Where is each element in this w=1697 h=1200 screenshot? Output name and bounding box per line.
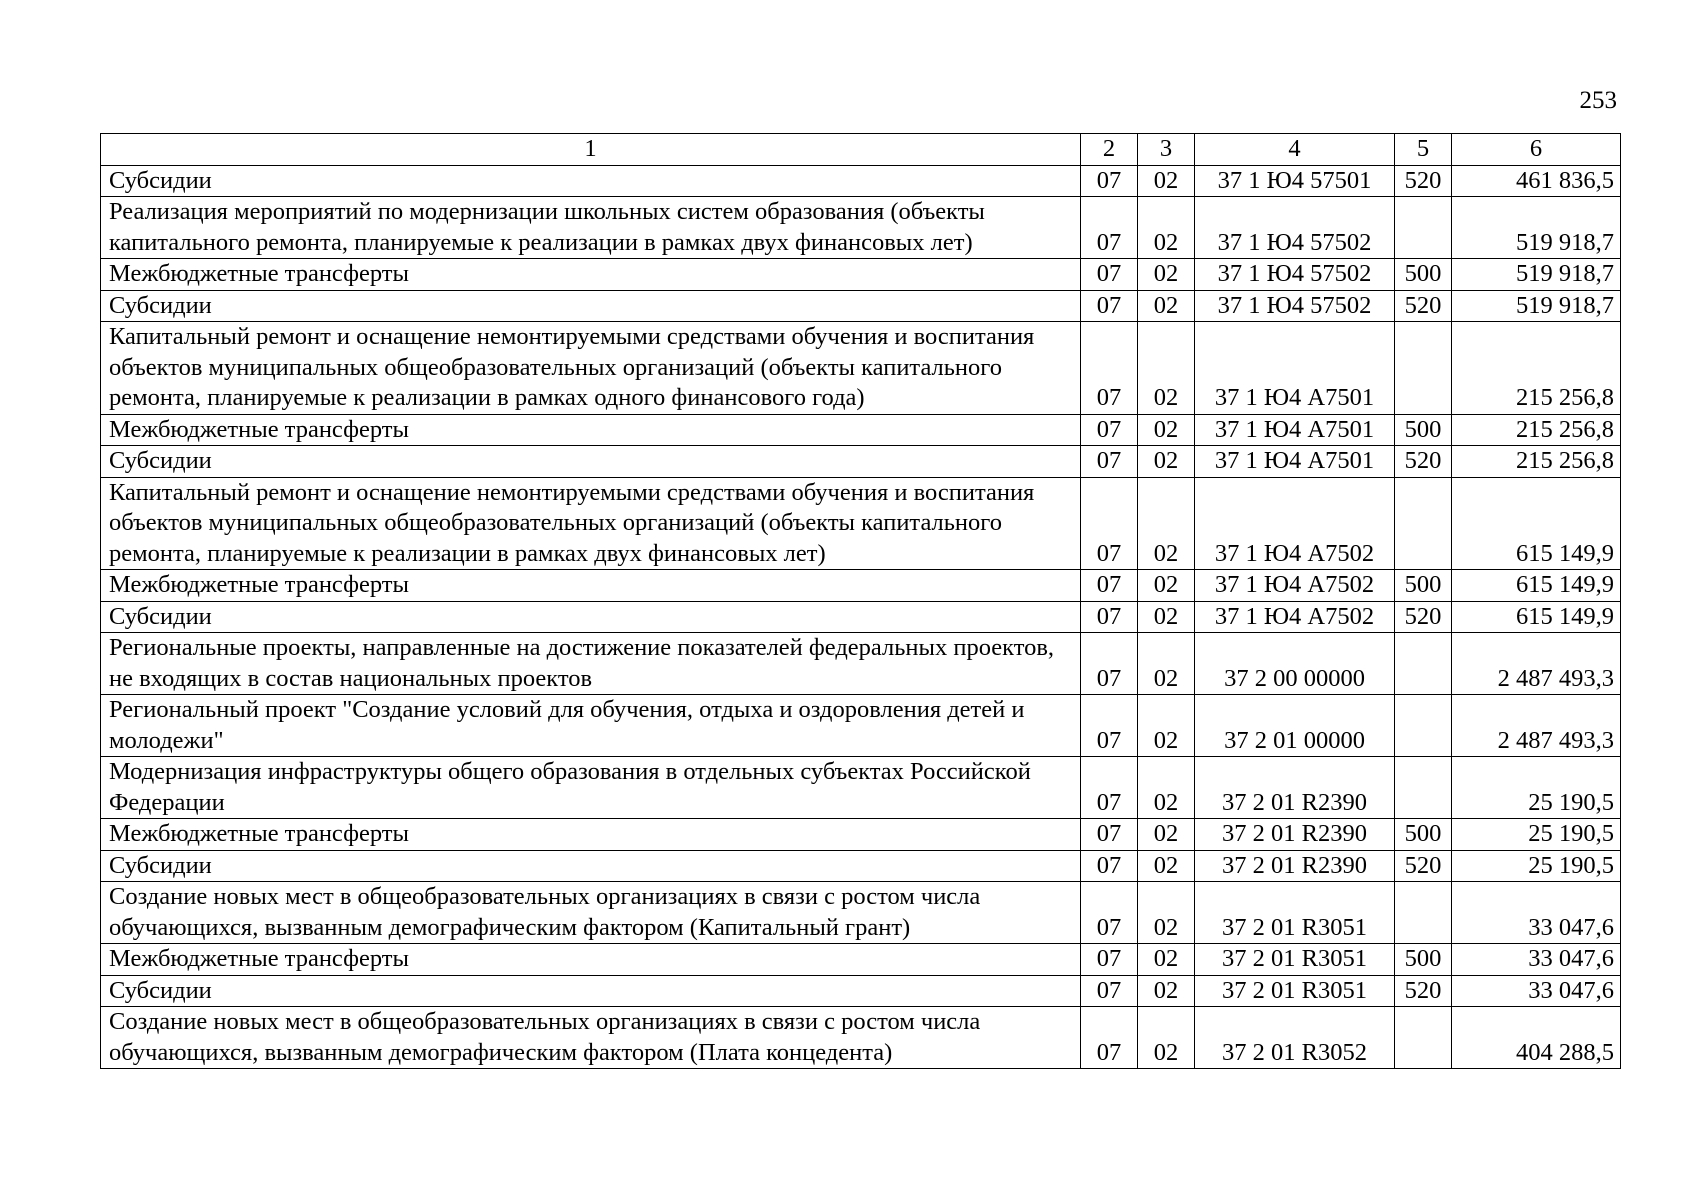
row-name: Субсидии <box>101 446 1081 478</box>
row-subsection: 02 <box>1138 601 1195 633</box>
row-name: Субсидии <box>101 290 1081 322</box>
row-expense-type <box>1395 197 1452 259</box>
row-expense-type: 500 <box>1395 570 1452 602</box>
table-row <box>101 570 1621 602</box>
table-row <box>101 322 1621 415</box>
row-amount: 615 149,9 <box>1452 477 1621 570</box>
row-expense-type: 520 <box>1395 601 1452 633</box>
row-section: 07 <box>1081 633 1138 695</box>
row-expense-type: 500 <box>1395 819 1452 851</box>
row-target-code: 37 1 Ю4 А7501 <box>1195 446 1395 478</box>
table-row <box>101 850 1621 882</box>
table-row <box>101 259 1621 291</box>
row-expense-type: 500 <box>1395 259 1452 291</box>
row-subsection: 02 <box>1138 570 1195 602</box>
table-row <box>101 975 1621 1007</box>
table-row <box>101 477 1621 570</box>
row-name: Региональный проект "Создание условий для обучения, отдыха и оздоровления детей и молодежи" <box>101 695 1081 757</box>
row-amount: 404 288,5 <box>1452 1007 1621 1069</box>
row-section: 07 <box>1081 259 1138 291</box>
row-name: Модернизация инфраструктуры общего образования в отдельных субъектах Российской Федерации <box>101 757 1081 819</box>
row-name: Создание новых мест в общеобразовательных организациях в связи с ростом числа обучающихся, вызванным демографическим фактором (Капитальный грант) <box>101 882 1081 944</box>
row-section: 07 <box>1081 882 1138 944</box>
row-subsection: 02 <box>1138 819 1195 851</box>
row-subsection: 02 <box>1138 944 1195 976</box>
row-expense-type <box>1395 1007 1452 1069</box>
row-expense-type <box>1395 322 1452 415</box>
row-section: 07 <box>1081 477 1138 570</box>
table-row <box>101 290 1621 322</box>
table-header-row <box>101 134 1621 166</box>
page-number: 253 <box>1579 87 1617 114</box>
row-expense-type <box>1395 695 1452 757</box>
row-section: 07 <box>1081 446 1138 478</box>
table-row <box>101 414 1621 446</box>
row-subsection: 02 <box>1138 165 1195 197</box>
row-subsection: 02 <box>1138 259 1195 291</box>
row-target-code: 37 1 Ю4 А7502 <box>1195 601 1395 633</box>
row-name: Реализация мероприятий по модернизации школьных систем образования (объекты капитального ремонта, планируемые к реализации в рамках двух финансовых лет) <box>101 197 1081 259</box>
row-target-code: 37 2 01 R2390 <box>1195 757 1395 819</box>
row-amount: 33 047,6 <box>1452 882 1621 944</box>
row-name: Межбюджетные трансферты <box>101 570 1081 602</box>
header-col-6: 6 <box>1452 134 1621 166</box>
table-row <box>101 695 1621 757</box>
row-name: Субсидии <box>101 165 1081 197</box>
table-row <box>101 1007 1621 1069</box>
budget-table <box>100 133 1621 1069</box>
row-name: Капитальный ремонт и оснащение немонтируемыми средствами обучения и воспитания объектов муниципальных общеобразовательных организаций (объекты капитального ремонта, планируемые к реализации в рамках одного финансового года) <box>101 322 1081 415</box>
row-target-code: 37 1 Ю4 А7502 <box>1195 477 1395 570</box>
row-amount: 461 836,5 <box>1452 165 1621 197</box>
row-target-code: 37 1 Ю4 57502 <box>1195 197 1395 259</box>
row-section: 07 <box>1081 1007 1138 1069</box>
table-row <box>101 446 1621 478</box>
row-amount: 519 918,7 <box>1452 197 1621 259</box>
row-target-code: 37 2 01 R2390 <box>1195 819 1395 851</box>
row-target-code: 37 2 01 R3051 <box>1195 882 1395 944</box>
row-name: Межбюджетные трансферты <box>101 944 1081 976</box>
row-subsection: 02 <box>1138 850 1195 882</box>
table-row <box>101 819 1621 851</box>
row-section: 07 <box>1081 850 1138 882</box>
row-amount: 519 918,7 <box>1452 259 1621 291</box>
table-row <box>101 882 1621 944</box>
row-target-code: 37 1 Ю4 А7501 <box>1195 322 1395 415</box>
row-subsection: 02 <box>1138 477 1195 570</box>
row-amount: 2 487 493,3 <box>1452 633 1621 695</box>
row-amount: 33 047,6 <box>1452 975 1621 1007</box>
row-target-code: 37 2 01 R3051 <box>1195 975 1395 1007</box>
row-subsection: 02 <box>1138 414 1195 446</box>
row-expense-type: 500 <box>1395 414 1452 446</box>
table-row <box>101 165 1621 197</box>
row-section: 07 <box>1081 165 1138 197</box>
row-expense-type <box>1395 633 1452 695</box>
row-section: 07 <box>1081 290 1138 322</box>
row-expense-type: 520 <box>1395 446 1452 478</box>
table-row <box>101 633 1621 695</box>
header-col-4: 4 <box>1195 134 1395 166</box>
row-amount: 33 047,6 <box>1452 944 1621 976</box>
row-target-code: 37 1 Ю4 А7502 <box>1195 570 1395 602</box>
header-col-5: 5 <box>1395 134 1452 166</box>
row-subsection: 02 <box>1138 633 1195 695</box>
row-subsection: 02 <box>1138 290 1195 322</box>
table-row <box>101 197 1621 259</box>
row-subsection: 02 <box>1138 322 1195 415</box>
table-row <box>101 757 1621 819</box>
row-subsection: 02 <box>1138 757 1195 819</box>
row-amount: 215 256,8 <box>1452 414 1621 446</box>
row-target-code: 37 2 00 00000 <box>1195 633 1395 695</box>
row-expense-type <box>1395 477 1452 570</box>
row-subsection: 02 <box>1138 446 1195 478</box>
row-amount: 25 190,5 <box>1452 850 1621 882</box>
row-name: Межбюджетные трансферты <box>101 259 1081 291</box>
row-name: Субсидии <box>101 850 1081 882</box>
row-section: 07 <box>1081 414 1138 446</box>
row-amount: 519 918,7 <box>1452 290 1621 322</box>
table-row <box>101 601 1621 633</box>
row-amount: 615 149,9 <box>1452 601 1621 633</box>
row-expense-type <box>1395 757 1452 819</box>
row-section: 07 <box>1081 819 1138 851</box>
row-expense-type: 520 <box>1395 165 1452 197</box>
row-amount: 25 190,5 <box>1452 757 1621 819</box>
row-target-code: 37 1 Ю4 57502 <box>1195 290 1395 322</box>
row-name: Межбюджетные трансферты <box>101 414 1081 446</box>
row-target-code: 37 1 Ю4 А7501 <box>1195 414 1395 446</box>
row-expense-type: 520 <box>1395 850 1452 882</box>
row-expense-type <box>1395 882 1452 944</box>
row-subsection: 02 <box>1138 695 1195 757</box>
table-body <box>101 165 1621 1069</box>
row-amount: 215 256,8 <box>1452 322 1621 415</box>
row-target-code: 37 2 01 R3052 <box>1195 1007 1395 1069</box>
header-col-2: 2 <box>1081 134 1138 166</box>
row-name: Региональные проекты, направленные на достижение показателей федеральных проектов, не входящих в состав национальных проектов <box>101 633 1081 695</box>
row-subsection: 02 <box>1138 1007 1195 1069</box>
row-expense-type: 520 <box>1395 975 1452 1007</box>
row-name: Субсидии <box>101 601 1081 633</box>
row-target-code: 37 2 01 R3051 <box>1195 944 1395 976</box>
header-col-1: 1 <box>101 134 1081 166</box>
table-row <box>101 944 1621 976</box>
row-section: 07 <box>1081 322 1138 415</box>
row-amount: 615 149,9 <box>1452 570 1621 602</box>
row-target-code: 37 2 01 R2390 <box>1195 850 1395 882</box>
header-col-3: 3 <box>1138 134 1195 166</box>
row-amount: 215 256,8 <box>1452 446 1621 478</box>
row-subsection: 02 <box>1138 197 1195 259</box>
row-section: 07 <box>1081 695 1138 757</box>
row-name: Капитальный ремонт и оснащение немонтируемыми средствами обучения и воспитания объектов муниципальных общеобразовательных организаций (объекты капитального ремонта, планируемые к реализации в рамках двух финансовых лет) <box>101 477 1081 570</box>
row-name: Субсидии <box>101 975 1081 1007</box>
row-section: 07 <box>1081 570 1138 602</box>
row-amount: 2 487 493,3 <box>1452 695 1621 757</box>
row-subsection: 02 <box>1138 975 1195 1007</box>
row-section: 07 <box>1081 757 1138 819</box>
row-name: Создание новых мест в общеобразовательных организациях в связи с ростом числа обучающихся, вызванным демографическим фактором (Плата концедента) <box>101 1007 1081 1069</box>
row-target-code: 37 1 Ю4 57501 <box>1195 165 1395 197</box>
row-name: Межбюджетные трансферты <box>101 819 1081 851</box>
row-section: 07 <box>1081 944 1138 976</box>
row-subsection: 02 <box>1138 882 1195 944</box>
row-section: 07 <box>1081 975 1138 1007</box>
row-target-code: 37 2 01 00000 <box>1195 695 1395 757</box>
row-amount: 25 190,5 <box>1452 819 1621 851</box>
row-section: 07 <box>1081 197 1138 259</box>
row-section: 07 <box>1081 601 1138 633</box>
row-expense-type: 500 <box>1395 944 1452 976</box>
row-target-code: 37 1 Ю4 57502 <box>1195 259 1395 291</box>
row-expense-type: 520 <box>1395 290 1452 322</box>
